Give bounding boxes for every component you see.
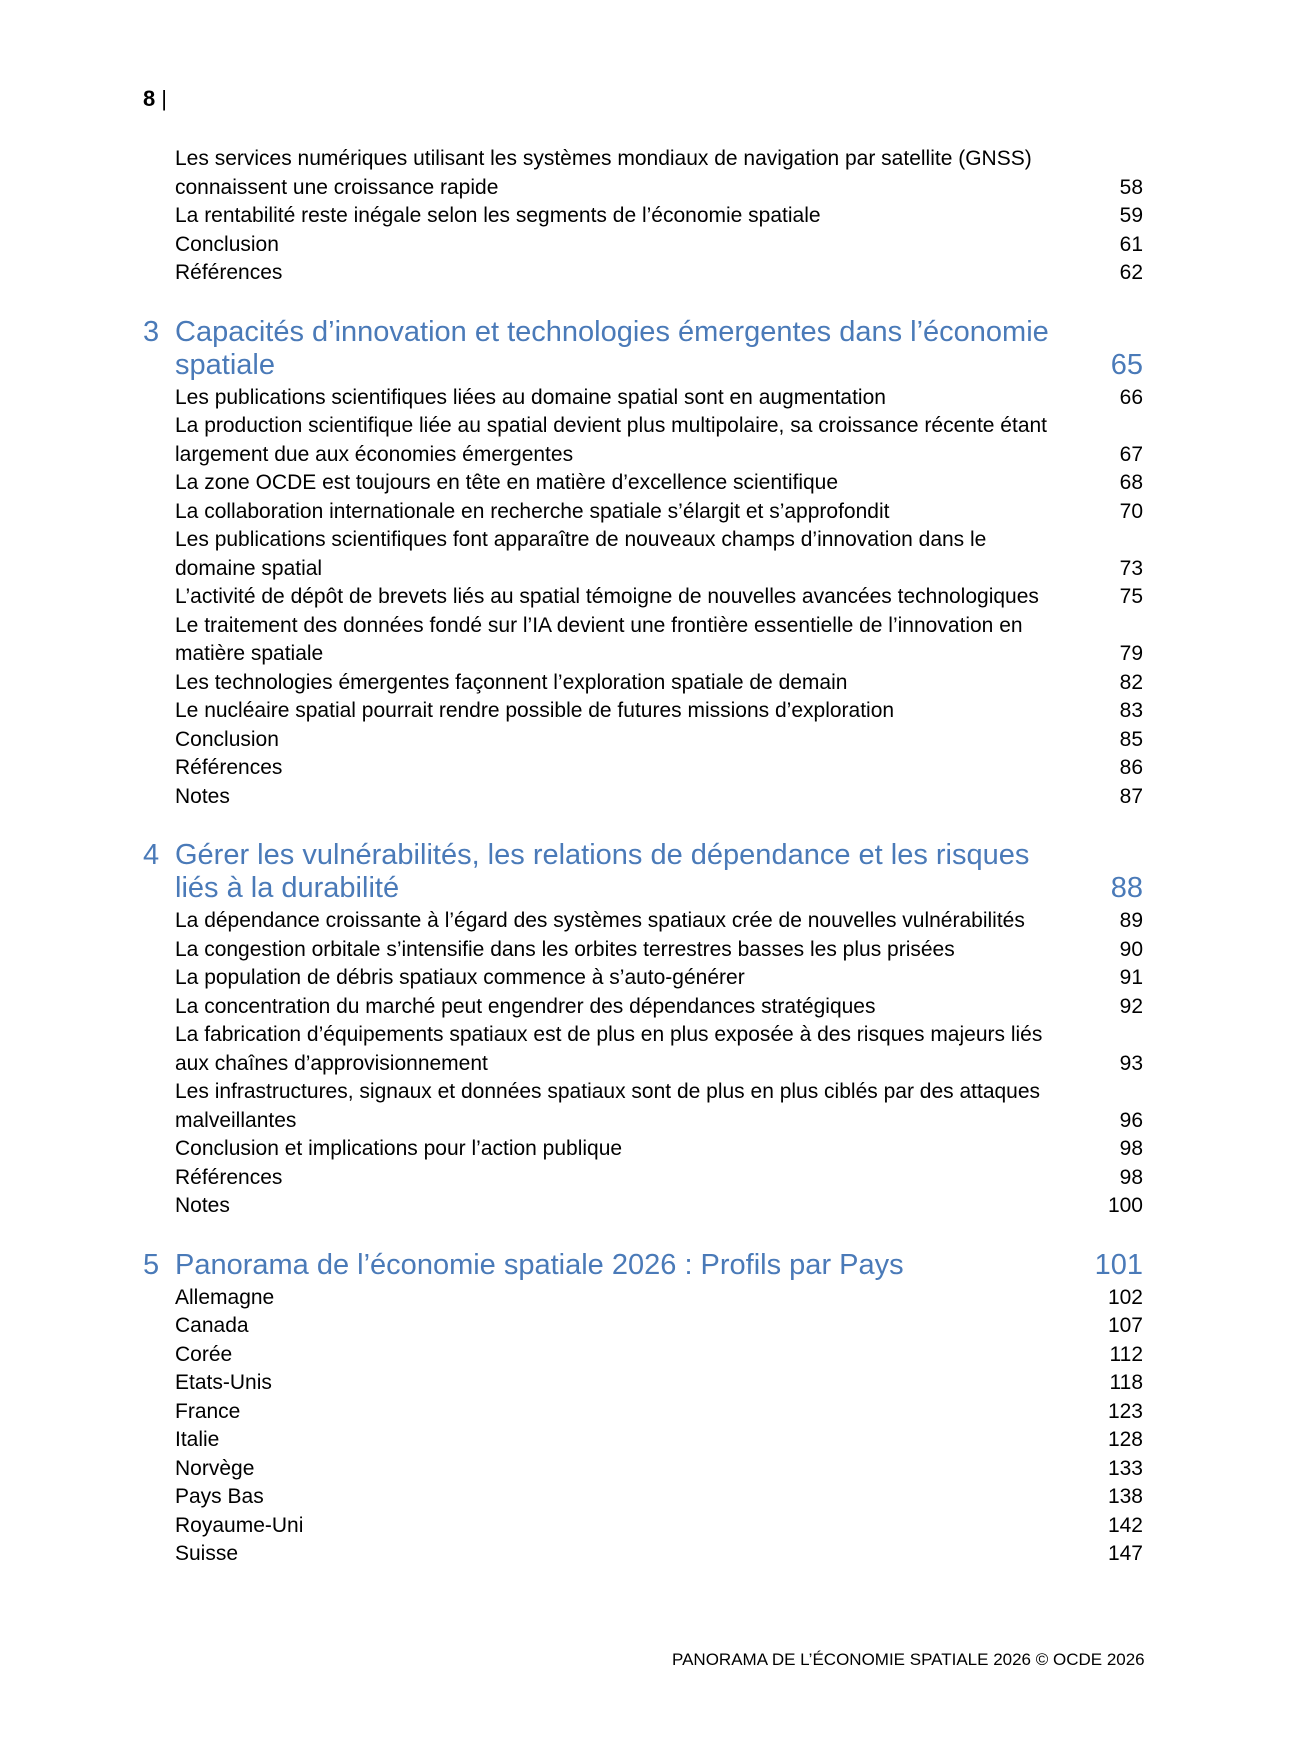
toc-entry-title: Les infrastructures, signaux et données spatiaux sont de plus en plus ciblés par des attaques malveillantes [175,1080,1041,1132]
toc-entry-page: 100 [1107,1194,1143,1217]
toc-entry-title: La fabrication d’équipements spatiaux est de plus en plus exposée à des risques majeurs liés aux chaînes d’approvisionnement [175,1023,1043,1075]
toc-entry-title: La production scientifique liée au spatial devient plus multipolaire, sa croissance récente étant largement due aux économies émergentes [175,414,1048,466]
toc-chapter-section [143,839,1143,1221]
toc-entry-title: Les publications scientifiques font apparaître de nouveaux champs d’innovation dans le domaine spatial [175,528,987,580]
toc-entry-title: France [175,1399,241,1423]
toc-entry[interactable] [143,964,1143,993]
chapter-heading[interactable] [143,316,1143,382]
toc-entry-title: Italie [175,1428,220,1451]
toc-entry[interactable] [143,1341,1143,1370]
toc-entry-title: Les publications scientifiques liées au domaine spatial sont en augmentation [175,385,886,409]
toc-entry[interactable] [143,1312,1143,1341]
chapter-number: 3 [143,315,160,348]
page-number [143,86,167,112]
toc-entry-page: 98 [1119,1165,1143,1189]
toc-entry[interactable] [143,1021,1143,1078]
toc-entry-page: 75 [1119,585,1143,608]
toc-entry-title: Pays Bas [175,1485,264,1508]
toc-entry-title: Etats-Unis [175,1371,272,1394]
toc-entry-title: Le nucléaire spatial pourrait rendre possible de futures missions d’exploration [175,699,895,722]
toc-entry-title: Notes [175,1194,230,1217]
toc-entry-page: 85 [1119,727,1143,751]
toc-entry-page: 123 [1107,1399,1143,1423]
chapter-title: Capacités d’innovation et technologies émergentes dans l’économie spatiale [175,315,1049,381]
toc-entry-page: 107 [1107,1314,1143,1337]
toc-entry[interactable] [143,669,1143,698]
table-of-contents [143,145,1143,1569]
toc-entry-page: 66 [1119,385,1143,409]
toc-entry[interactable] [143,1369,1143,1398]
toc-chapters [143,316,1143,1569]
toc-entry-page: 112 [1109,1342,1143,1366]
toc-entry-title: La collaboration internationale en recherche spatiale s’élargit et s’approfondit [175,499,890,523]
toc-entry-title: Les services numériques utilisant les systèmes mondiaux de navigation par satellite (GNSS) connaissent une croissance rapide [175,147,1032,199]
toc-entry-page: 118 [1109,1371,1143,1394]
toc-entry[interactable] [143,202,1143,231]
page-number-separator: | [161,86,167,111]
toc-entry-page: 79 [1119,642,1143,665]
toc-entry-page: 62 [1119,261,1143,284]
toc-entry[interactable] [143,697,1143,726]
chapter-page: 101 [1094,1248,1143,1281]
toc-entry-title: Canada [175,1314,249,1337]
toc-entry-page: 147 [1107,1542,1143,1565]
toc-entry[interactable] [143,145,1143,202]
toc-entry-title: Norvège [175,1456,255,1480]
toc-entry-page: 61 [1119,232,1143,256]
toc-entry-title: Suisse [175,1542,239,1565]
toc-entry-title: La concentration du marché peut engendrer des dépendances stratégiques [175,994,876,1018]
toc-entry[interactable] [143,993,1143,1022]
toc-chapter-section [143,1249,1143,1569]
toc-entry[interactable] [143,1398,1143,1427]
toc-entry[interactable] [143,1426,1143,1455]
toc-entry-title: La population de débris spatiaux commence à s’auto-générer [175,966,745,989]
toc-entry-page: 90 [1119,937,1143,961]
toc-chapter-section [143,316,1143,812]
toc-entry[interactable] [143,907,1143,936]
toc-entry[interactable] [143,1135,1143,1164]
toc-entry[interactable] [143,469,1143,498]
toc-entry[interactable] [143,1455,1143,1484]
toc-entry[interactable] [143,1284,1143,1313]
toc-entry[interactable] [143,1192,1143,1221]
page-number-value: 8 [143,86,156,111]
toc-entry-title: Conclusion [175,727,279,751]
toc-entry[interactable] [143,583,1143,612]
toc-entry[interactable] [143,1540,1143,1569]
toc-entry[interactable] [143,1512,1143,1541]
toc-entry-page: 93 [1119,1051,1143,1075]
chapter-page: 88 [1110,872,1143,904]
toc-entry-title: La congestion orbitale s’intensifie dans les orbites terrestres basses les plus prisées [175,937,955,961]
toc-entry-title: Conclusion et implications pour l’action publique [175,1137,623,1160]
toc-entry[interactable] [143,259,1143,288]
toc-entry-title: Références [175,756,283,779]
toc-entry-page: 91 [1119,966,1143,989]
toc-entry-page: 128 [1107,1428,1143,1451]
toc-entry-page: 73 [1119,556,1143,580]
toc-entry[interactable] [143,1483,1143,1512]
toc-entry-page: 98 [1119,1137,1143,1160]
toc-entry-page: 58 [1119,175,1143,199]
toc-entry[interactable] [143,726,1143,755]
toc-entry-title: La dépendance croissante à l’égard des systèmes spatiaux crée de nouvelles vulnérabilités [175,909,1025,932]
toc-entry-page: 133 [1107,1456,1143,1480]
toc-entry[interactable] [143,384,1143,413]
toc-entry[interactable] [143,612,1143,669]
toc-entry[interactable] [143,412,1143,469]
toc-entry-title: Références [175,261,283,284]
toc-entry-title: Le traitement des données fondé sur l’IA devient une frontière essentielle de l’innovation en matière spatiale [175,613,1023,665]
toc-entry[interactable] [143,936,1143,965]
toc-entry-title: L’activité de dépôt de brevets liés au spatial témoigne de nouvelles avancées technologiques [175,585,1039,608]
toc-entry-title: Notes [175,784,230,808]
toc-entry-page: 68 [1119,471,1143,494]
chapter-heading[interactable] [143,839,1143,905]
toc-entry-page: 83 [1119,699,1143,722]
toc-entry-page: 82 [1119,670,1143,694]
toc-entry[interactable] [143,1078,1143,1135]
toc-entry-title: Les technologies émergentes façonnent l’exploration spatiale de demain [175,670,848,694]
toc-entry-page: 86 [1119,756,1143,779]
chapter-number: 4 [143,839,160,871]
toc-entry-page: 70 [1119,499,1143,523]
toc-entry-page: 138 [1107,1485,1143,1508]
toc-entry[interactable] [143,526,1143,583]
footer-text: PANORAMA DE L’ÉCONOMIE SPATIALE 2026 © OCDE 2026 [672,1650,1145,1669]
toc-entry[interactable] [143,231,1143,260]
toc-entry-page: 96 [1119,1108,1143,1132]
toc-entry-title: Références [175,1165,283,1189]
toc-entry-page: 67 [1119,442,1143,466]
toc-entry-page: 142 [1107,1513,1143,1537]
toc-entry-page: 59 [1119,204,1143,227]
chapter-title: Panorama de l’économie spatiale 2026 : Profils par Pays [175,1248,904,1281]
toc-entry-title: Allemagne [175,1285,275,1309]
toc-entry-title: La zone OCDE est toujours en tête en matière d’excellence scientifique [175,471,839,494]
chapter-page: 65 [1110,348,1143,381]
toc-entry-title: Conclusion [175,232,279,256]
chapter-heading[interactable] [143,1249,1143,1282]
toc-entry-title: Royaume-Uni [175,1513,304,1537]
toc-entry[interactable] [143,1164,1143,1193]
toc-entry-page: 89 [1119,909,1143,932]
toc-entry-title: Corée [175,1342,233,1366]
toc-entry[interactable] [143,754,1143,783]
toc-entry-page: 87 [1119,784,1143,808]
toc-entry-page: 92 [1119,994,1143,1018]
toc-entry-title: La rentabilité reste inégale selon les segments de l’économie spatiale [175,204,821,227]
toc-entry[interactable] [143,498,1143,527]
toc-entry[interactable] [143,783,1143,812]
chapter-number: 5 [143,1248,160,1281]
toc-entry-page: 102 [1107,1285,1143,1309]
chapter-title: Gérer les vulnérabilités, les relations de dépendance et les risques liés à la durabilité [175,839,1030,904]
toc-intro-section [143,145,1143,288]
